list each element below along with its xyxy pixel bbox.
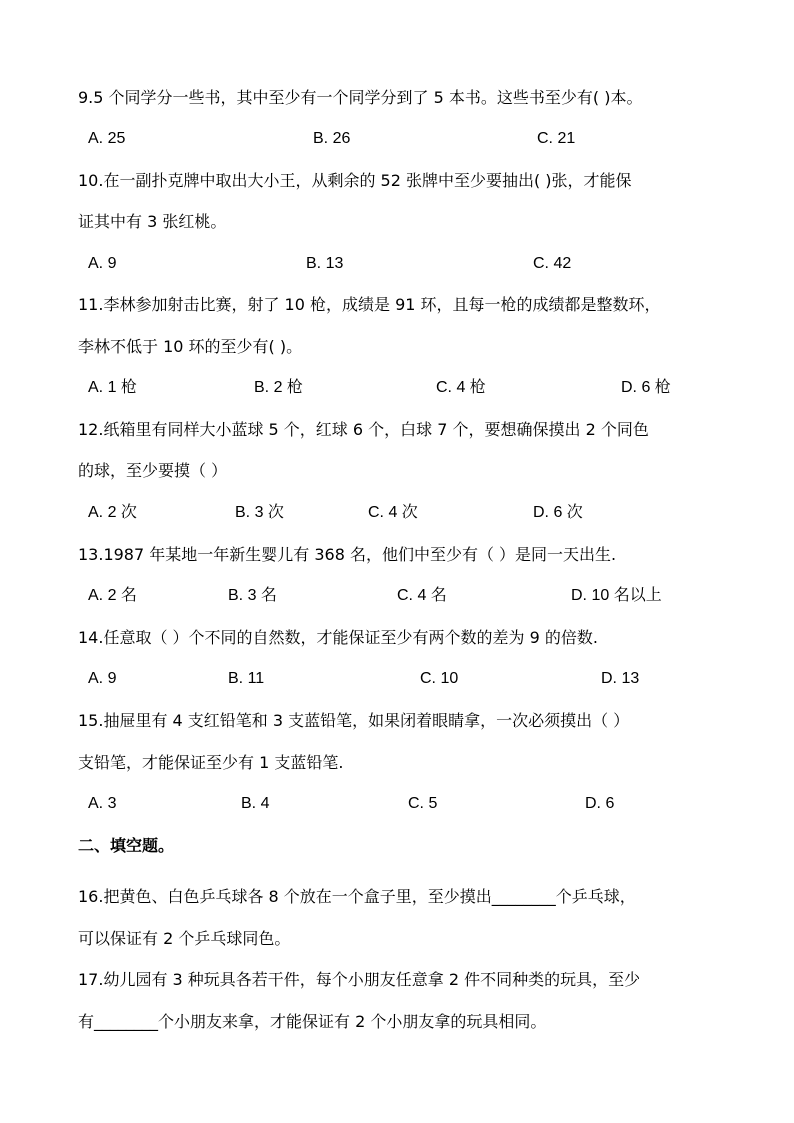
question-16-line-1: 16.把黄色、白色乒乓球各 8 个放在一个盒子里，至少摸出________个乒乓球， (78, 887, 636, 906)
question-15-option-c: C. 5 (408, 795, 438, 812)
question-12-option-c: C. 4 次 (368, 504, 418, 521)
question-12-option-d: D. 6 次 (533, 504, 583, 521)
question-10-option-a: A. 9 (88, 255, 117, 272)
question-17-line-1: 17.幼儿园有 3 种玩具各若干件，每个小朋友任意拿 2 件不同种类的玩具，至少 (78, 970, 641, 989)
question-14-option-c: C. 10 (420, 670, 459, 687)
question-15-option-d: D. 6 (585, 795, 615, 812)
question-11-option-a: A. 1 枪 (88, 379, 137, 396)
question-10-line-1: 10.在一副扑克牌中取出大小王，从剩余的 52 张牌中至少要抽出( )张，才能保 (78, 171, 632, 190)
question-15-option-b: B. 4 (241, 795, 270, 812)
question-15-line-1: 15.抽屉里有 4 支红铅笔和 3 支蓝铅笔，如果闭着眼睛拿，一次必须摸出（ ） (78, 711, 630, 730)
question-13-option-d: D. 10 名以上 (571, 587, 662, 604)
question-9-option-b: B. 26 (313, 130, 351, 147)
question-11-line-2: 李林不低于 10 环的至少有( )。 (78, 337, 303, 356)
question-13-option-b: B. 3 名 (228, 587, 277, 604)
question-14-option-d: D. 13 (601, 670, 640, 687)
question-14-option-b: B. 11 (228, 670, 265, 687)
section-title: 二、填空题。 (78, 836, 175, 855)
question-15-line-2: 支铅笔，才能保证至少有 1 支蓝铅笔. (78, 753, 344, 772)
question-12-option-a: A. 2 次 (88, 504, 137, 521)
question-11-option-d: D. 6 枪 (621, 379, 671, 396)
question-12-line-1: 12.纸箱里有同样大小蓝球 5 个，红球 6 个，白球 7 个，要想确保摸出 2 个同色 (78, 420, 649, 439)
question-14-line-1: 14.任意取（ ）个不同的自然数，才能保证至少有两个数的差为 9 的倍数. (78, 628, 598, 647)
question-12-line-2: 的球，至少要摸（ ） (78, 461, 228, 480)
question-11-line-1: 11.李林参加射击比赛，射了 10 枪，成绩是 91 环，且每一枪的成绩都是整数环， (78, 295, 661, 314)
question-10-line-2: 证其中有 3 张红桃。 (78, 212, 227, 231)
question-17-line-2: 有________个小朋友来拿，才能保证有 2 个小朋友拿的玩具相同。 (78, 1012, 547, 1031)
question-9-line-1: 9.5 个同学分一些书，其中至少有一个同学分到了 5 本书。这些书至少有( )本。 (78, 88, 643, 107)
question-12-option-b: B. 3 次 (235, 504, 284, 521)
question-13-line-1: 13.1987 年某地一年新生婴儿有 368 名，他们中至少有（ ）是同一天出生. (78, 545, 617, 564)
question-13-option-a: A. 2 名 (88, 587, 137, 604)
question-9-option-c: C. 21 (537, 130, 576, 147)
question-15-option-a: A. 3 (88, 795, 117, 812)
question-10-option-b: B. 13 (306, 255, 344, 272)
question-16-line-2: 可以保证有 2 个乒乓球同色。 (78, 929, 291, 948)
question-11-option-b: B. 2 枪 (254, 379, 303, 396)
question-11-option-c: C. 4 枪 (436, 379, 486, 396)
question-9-option-a: A. 25 (88, 130, 126, 147)
question-14-option-a: A. 9 (88, 670, 117, 687)
question-10-option-c: C. 42 (533, 255, 572, 272)
question-13-option-c: C. 4 名 (397, 587, 447, 604)
